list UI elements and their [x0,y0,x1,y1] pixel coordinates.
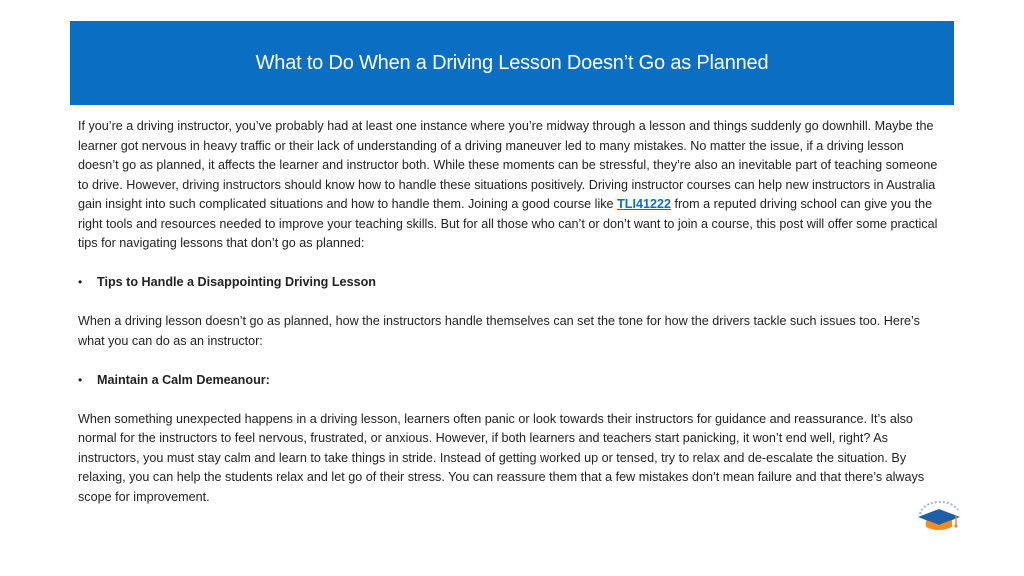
intro-text-after-link: from a reputed driving school can give you the right tools and resources needed to improve your teaching skills. But for all those who can’t or don’t want to join a course, this post will offer some practical tips for navigating lessons that don’t go as planned: [78,197,938,250]
tli41222-link[interactable]: TLI41222 [617,197,671,211]
intro-paragraph [78,117,944,254]
tips-paragraph: When a driving lesson doesn’t go as planned, how the instructors handle themselves can set the tone for how the drivers tackle such issues too. Here’s what you can do as an instructor: [78,314,920,348]
bullet-marker: • [78,372,83,387]
section-heading: Maintain a Calm Demeanour: [97,372,270,387]
bullet-marker: • [78,275,83,289]
spacer [78,390,944,410]
title-banner [70,21,954,105]
page-title: What to Do When a Driving Lesson Doesn’t Go as Planned [255,51,769,74]
bullet-heading-calm [78,371,944,391]
spacer [78,293,944,313]
calm-paragraph: When something unexpected happens in a driving lesson, learners often panic or look towards their instructors for guidance and reassurance. It’s also normal for the instructors to feel nervous, frustrated, or anxious. However, if both learners and teachers start panicking, it won’t end well, right? As instructors, you must stay calm and learn to take things in stride. Instead of getting worked up or tensed, try to relax and de-escalate the situation. By relaxing, you can help the students relax and let go of their stress. You can reassure them that a few mistakes don’t mean failure and that there’s always scope for improvement. [78,411,925,504]
bullet-heading-tips [78,273,944,293]
article-body [78,117,944,507]
graduation-cap-logo-icon [914,498,964,532]
spacer [78,351,944,371]
section-heading: Tips to Handle a Disappointing Driving Lesson [97,275,376,289]
spacer [78,254,944,274]
intro-text-before-link: If you’re a driving instructor, you’ve probably had at least one instance where you’re midway through a lesson and things suddenly go downhill. Maybe the learner got nervous in heavy traffic or their lack of understanding of a driving maneuver led to many mistakes. No matter the issue, if a driving lesson doesn’t go as planned, it affects the learner and instructor both. While these moments can be stressful, they’re also an inevitable part of teaching someone to drive. However, driving instructors should know how to handle these situations positively. Driving instructor courses can help new instructors in Australia gain insight into such complicated situations and how to handle them. Joining a good course like [78,119,938,211]
